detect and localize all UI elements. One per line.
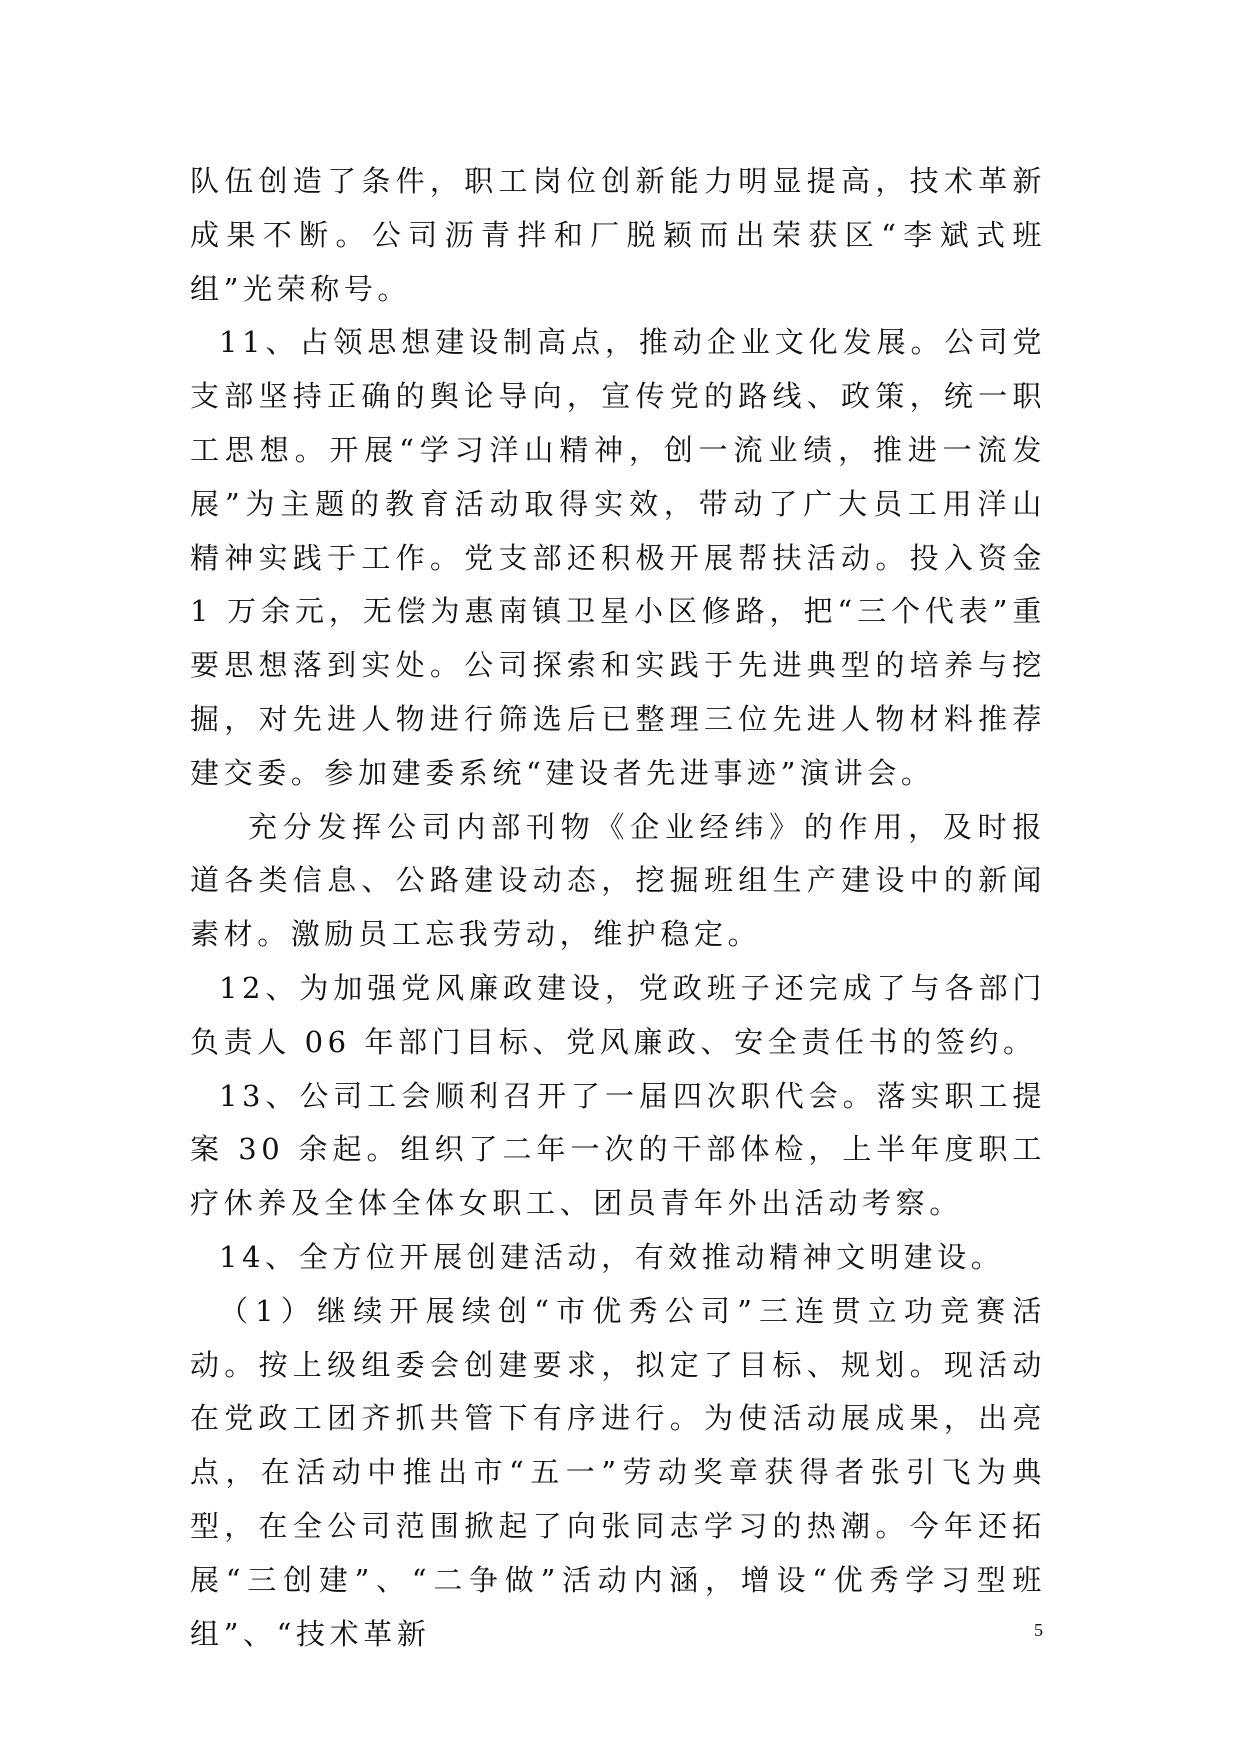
paragraph-journal: 充分发挥公司内部刊物《企业经纬》的作用，及时报道各类信息、公路建设动态，挖掘班组生产建设中的新闻素材。激励员工忘我劳动，维护稳定。 [190, 809, 1046, 952]
paragraph-continuation: 队伍创造了条件，职工岗位创新能力明显提高，技术革新成果不断。公司沥青拌和厂脱颖而出荣获区“李斌式班组”光荣称号。 [190, 164, 1046, 306]
paragraph-item-13: 13、公司工会顺利召开了一届四次职代会。落实职工提案 30 余起。组织了二年一次的干部体检，上半年度职工疗休养及全体全体女职工、团员青年外出活动考察。 [190, 1078, 1046, 1221]
paragraph-item-12: 12、为加强党风廉政建设，党政班子还完成了与各部门负责人 06 年部门目标、党风廉政、安全责任书的签约。 [190, 970, 1046, 1059]
page-number: 5 [1034, 1620, 1043, 1640]
paragraph-item-11: 11、占领思想建设制高点，推动企业文化发展。公司党支部坚持正确的舆论导向，宣传党的路线、政策，统一职工思想。开展“学习洋山精神，创一流业绩，推进一流发展”为主题的教育活动取得实效，带动了广大员工用洋山精神实践于工作。党支部还积极开展帮扶活动。投入资金 1 万余元，无偿为惠南镇卫星小区修路，把“三个代表”重要思想落到实处。公司探索和实践于先进典型的培养与挖掘，对先进人物进行筛选后已整理三位先进人物材料推荐建交委。参加建委系统“建设者先进事迹”演讲会。 [190, 325, 1046, 790]
paragraph-item-14: 14、全方位开展创建活动，有效推动精神文明建设。 [219, 1239, 1005, 1274]
document-body [190, 155, 1046, 1661]
paragraph-item-14-1: （1）继续开展续创“市优秀公司”三连贯立功竞赛活动。按上级组委会创建要求，拟定了目标、规划。现活动在党政工团齐抓共管下有序进行。为使活动展成果，出亮点，在活动中推出市“五一”劳动奖章获得者张引飞为典型，在全公司范围掀起了向张同志学习的热潮。今年还拓展“三创建”、“二争做”活动内涵，增设“优秀学习型班组”、“技术革新 [190, 1293, 1046, 1651]
